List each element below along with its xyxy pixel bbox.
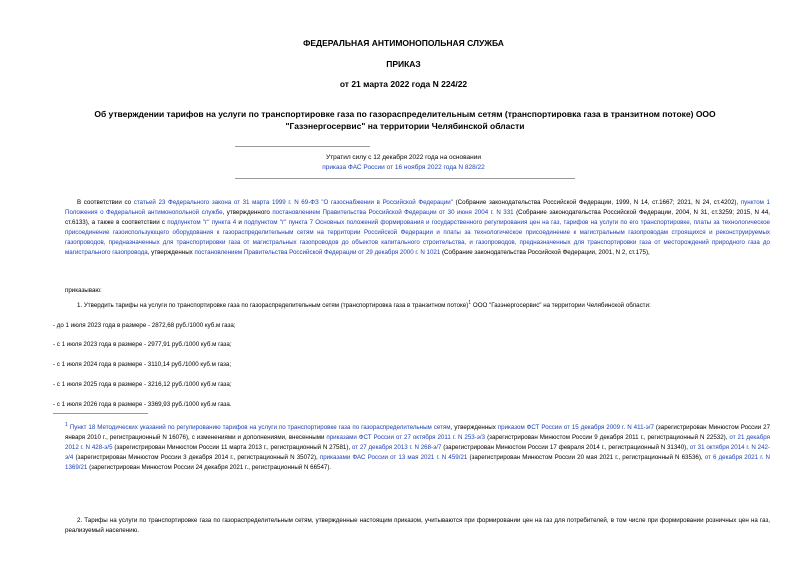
tariff-line: - с 1 июля 2025 года в размере - 3216,12 руб./1000 куб.м газа; (53, 381, 232, 388)
decree-1021-link[interactable]: постановлением Правительства Российской Федерации от 29 декабря 2000 г. N 1021 (194, 249, 441, 256)
preamble-paragraph: В соответствии со статьей 23 Федерального закона от 31 марта 1999 г. N 69-ФЗ "О газоснабжении в Российской Федерации" (Собрание законодательства Российской Федерации, 1999, N 14, ст.1667; 2021, N 24, ст.4202), пунктом 1 Положения о Федеральной антимонопольной службе, утвержденного постановлением Правительства Российской Федерации от 30 июня 2004 г. N 331 (Собрание законодательства Российской Федерации, 2004, N 31, ст.3259; 2015, N 44, ст.6133), а также в соответствии с подпунктом "г" пункта 4 и подпунктом "г" пункта 7 Основных положений формирования и государственного регулирования цен на газ, тарифов на услуги по его транспортировке, платы за технологическое присоединение газоиспользующего оборудования к газораспределительным сетям на территории Российской Федерации и платы за технологическое присоединение к магистральным газопроводам строящихся и реконструируемых газопроводов, предназначенных для транспортировки газа от магистральных газопроводов до объектов капитального строительства, и газопроводов, предназначенных для транспортировки газа от месторождений природного газа до магистрального газопровода, утвержденных постановлением Правительства Российской Федерации от 29 декабря 2000 г. N 1021 (Собрание законодательства Российской Федерации, 2001, N 2, ст.175), (65, 199, 771, 256)
footnote-divider (53, 413, 148, 414)
tariff-line: - с 1 июля 2024 года в размере - 3110,14 руб./1000 куб.м газа; (53, 361, 232, 368)
lapse-note: Утратил силу с 12 декабря 2022 года на основании (326, 154, 481, 161)
law-link[interactable]: статьей 23 Федерального закона от 31 марта 1999 г. N 69-ФЗ "О газоснабжении в Российской Федерации" (133, 199, 453, 206)
fst-amend-link[interactable]: приказами ФСТ России от 27 октября 2011 г. N 253-э/3 (326, 434, 486, 442)
fst-amend-link[interactable]: от 31 октября 2014 г. N 242-э/4 (65, 444, 771, 462)
item-2: 2. Тарифы на услуги по транспортировке газа по газораспределительным сетям, утвержденные настоящим приказом, учитываются при формировании цен на газ для потребителей, в том числе при формировании розничных цен на газ, реализуемый населению. (65, 517, 770, 534)
footnote-marker[interactable]: 1 (468, 300, 472, 306)
divider (235, 146, 370, 147)
regulation-link[interactable]: пунктом 1 Положения о Федеральной антимонопольной службе (65, 199, 771, 216)
footnote-marker[interactable]: 1 (65, 422, 68, 428)
orders-label: приказываю: (65, 287, 102, 294)
footnote: $^1$ Пункт 18 Методических указаний по регулированию тарифов на услуги по транспортировке газа по газораспределительным сетям, утвержденных приказом ФСТ России от 15 декабря 2009 г. N 411-э/7 (зарегистрирован Минюстом России 27 января 2010 г., регистрационный N 16076), с изменениями и дополнениями, внесенными приказами ФСТ России от 27 октября 2011 г. N 253-э/3 (зарегистрирован Минюстом России 9 декабря 2011 г., регистрационный N 22532), от 21 декабря 2012 г. N 428-э/5 (зарегистрирован Минюстом России 11 марта 2013 г., регистрационный N 27581), от 27 декабря 2013 г. N 268-э/7 (зарегистрирован Минюстом России 17 февраля 2014 г., регистрационный N 31340), от 31 октября 2014 г. N 242-э/4 (зарегистрирован Минюстом России 3 декабря 2014 г., регистрационный N 35072), приказами ФАС России от 13 мая 2021 г. N 459/21 (зарегистрирован Минюстом России 20 мая 2021 г., регистрационный N 63536), от 6 декабря 2021 г. N 1369/21 (зарегистрирован Минюстом России 24 декабря 2021 г., регистрационный N 66547). (65, 422, 771, 472)
item-1: 1. Утвердить тарифы на услуги по транспортировке газа по газораспределительным сетям (транспортировка газа в транзитном потоке)$^1$ ООО "Газэнергосервис" на территории Челябинской области: (77, 300, 651, 310)
fas-amend-link[interactable]: приказами ФАС России от 13 мая 2021 г. N 459/21 (319, 454, 468, 462)
agency-name: ФЕДЕРАЛЬНАЯ АНТИМОНОПОЛЬНАЯ СЛУЖБА (303, 38, 504, 48)
divider (235, 178, 575, 179)
page-title: Об утверждении тарифов на услуги по транспортировке газа по газораспределительным сетям (транспортировка газа в транзитном потоке) ООО "Газэнергосервис" на территории Челябинской области (94, 109, 716, 131)
tariff-line: - до 1 июля 2023 года в размере - 2872,68 руб./1000 куб.м газа; (53, 322, 236, 329)
fas-amend-link[interactable]: от 6 декабря 2021 г. N 1369/21 (65, 454, 771, 472)
fst-amend-link[interactable]: от 21 декабря 2012 г. N 428-э/5 (65, 434, 770, 452)
tariff-line: - с 1 июля 2026 года в размере - 3369,93 руб./1000 куб.м газа. (53, 401, 232, 408)
subpoint-7-link[interactable]: подпунктом "г" пункта 7 Основных положений формирования и государственного регулирования цен на газ, тарифов на услуги по его транспортировке, платы за технологическое присоединение газоиспользующего оборудования к газораспределительным сетям на территории Российской Федерации и платы за технологическое присоединение к магистральным газопроводам строящихся и реконструируемых газопроводов, предназначенных для транспортировки газа от магистральных газопроводов до объектов капитального строительства, и газопроводов, предназначенных для транспортировки газа от месторождений природного газа до магистрального газопровода (65, 219, 770, 256)
lapse-order-link[interactable]: приказа ФАС России от 16 ноября 2022 года N 828/22 (322, 164, 485, 171)
methodology-link[interactable]: Пункт 18 Методических указаний по регулированию тарифов на услуги по транспортировке газа по газораспределительным сетям (69, 424, 451, 432)
subpoint-4-link[interactable]: подпунктом "г" пункта 4 (167, 219, 237, 226)
fst-amend-link[interactable]: от 27 декабря 2013 г. N 268-э/7 (351, 444, 442, 452)
doc-date-number: от 21 марта 2022 года N 224/22 (339, 79, 468, 89)
doc-type: ПРИКАЗ (386, 59, 421, 69)
fst-order-link[interactable]: приказом ФСТ России от 15 декабря 2009 г. N 411-э/7 (497, 424, 654, 432)
government-decree-link[interactable]: постановлением Правительства Российской Федерации от 30 июня 2004 г. N 331 (272, 209, 514, 216)
tariff-line: - с 1 июля 2023 года в размере - 2977,91 руб./1000 куб.м газа; (53, 341, 232, 348)
